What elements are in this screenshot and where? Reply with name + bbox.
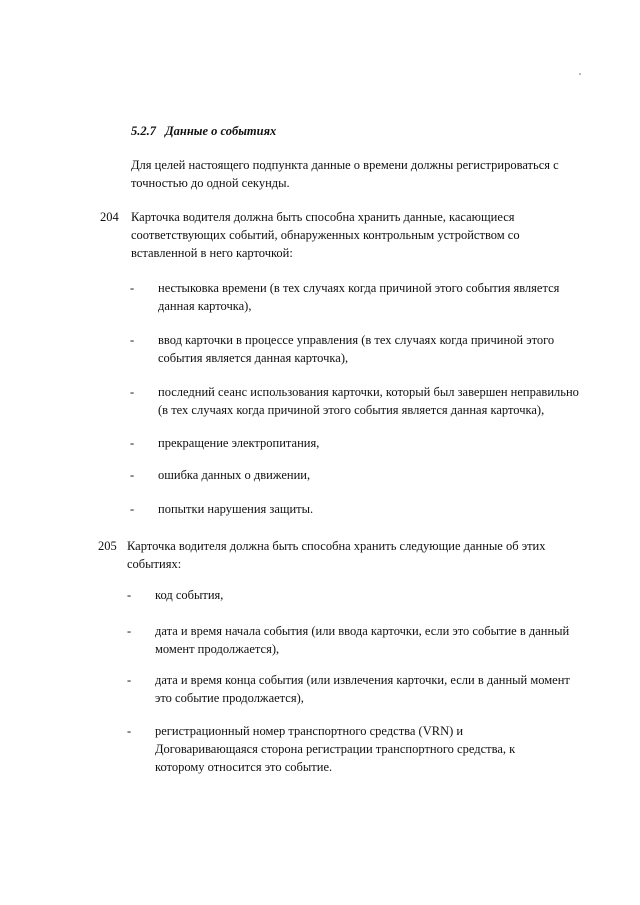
list-dash: -	[127, 624, 132, 638]
list-item: код события,	[155, 588, 224, 602]
list-dash: -	[130, 436, 135, 450]
section-number: 5.2.7	[131, 124, 156, 138]
list-dash: -	[127, 724, 132, 738]
list-item: последний сеанс использования карточки, который был завершен неправильно (в тех случаях когда причиной этого события является данная карточка),	[158, 385, 579, 417]
list-dash: -	[130, 385, 135, 399]
list-item: ошибка данных о движении,	[158, 468, 311, 482]
list-item: регистрационный номер транспортного средства (VRN) и Договаривающаяся сторона регистрации транспортного средства, к которому относится это событие.	[155, 724, 516, 774]
intro-paragraph: Для целей настоящего подпункта данные о времени должны регистрироваться с точностью до одной секунды.	[131, 158, 559, 190]
list-item: дата и время конца события (или извлечения карточки, если в данный момент это событие продолжается),	[155, 673, 570, 705]
list-dash: -	[127, 588, 132, 602]
section-title: Данные о событиях	[165, 124, 277, 138]
scan-speck	[579, 73, 581, 75]
list-item: попытки нарушения защиты.	[158, 502, 314, 516]
section-heading	[131, 124, 276, 139]
list-item: дата и время начала события (или ввода карточки, если это событие в данный момент продолжается),	[155, 624, 570, 656]
list-item: прекращение электропитания,	[158, 436, 320, 450]
requirement-text: Карточка водителя должна быть способна хранить следующие данные об этих событиях:	[127, 539, 546, 571]
list-item: ввод карточки в процессе управления (в тех случаях когда причиной этого события является данная карточка),	[158, 333, 555, 365]
list-dash: -	[127, 673, 132, 687]
list-dash: -	[130, 281, 135, 295]
list-dash: -	[130, 502, 135, 516]
list-dash: -	[130, 333, 135, 347]
requirement-number: 205	[98, 539, 117, 553]
list-item: нестыковка времени (в тех случаях когда причиной этого события является данная карточка),	[158, 281, 560, 313]
list-dash: -	[130, 468, 135, 482]
requirement-number: 204	[100, 210, 119, 224]
requirement-text: Карточка водителя должна быть способна хранить данные, касающиеся соответствующих событий, обнаруженных контрольным устройством со вставленной в него карточкой:	[131, 210, 520, 260]
